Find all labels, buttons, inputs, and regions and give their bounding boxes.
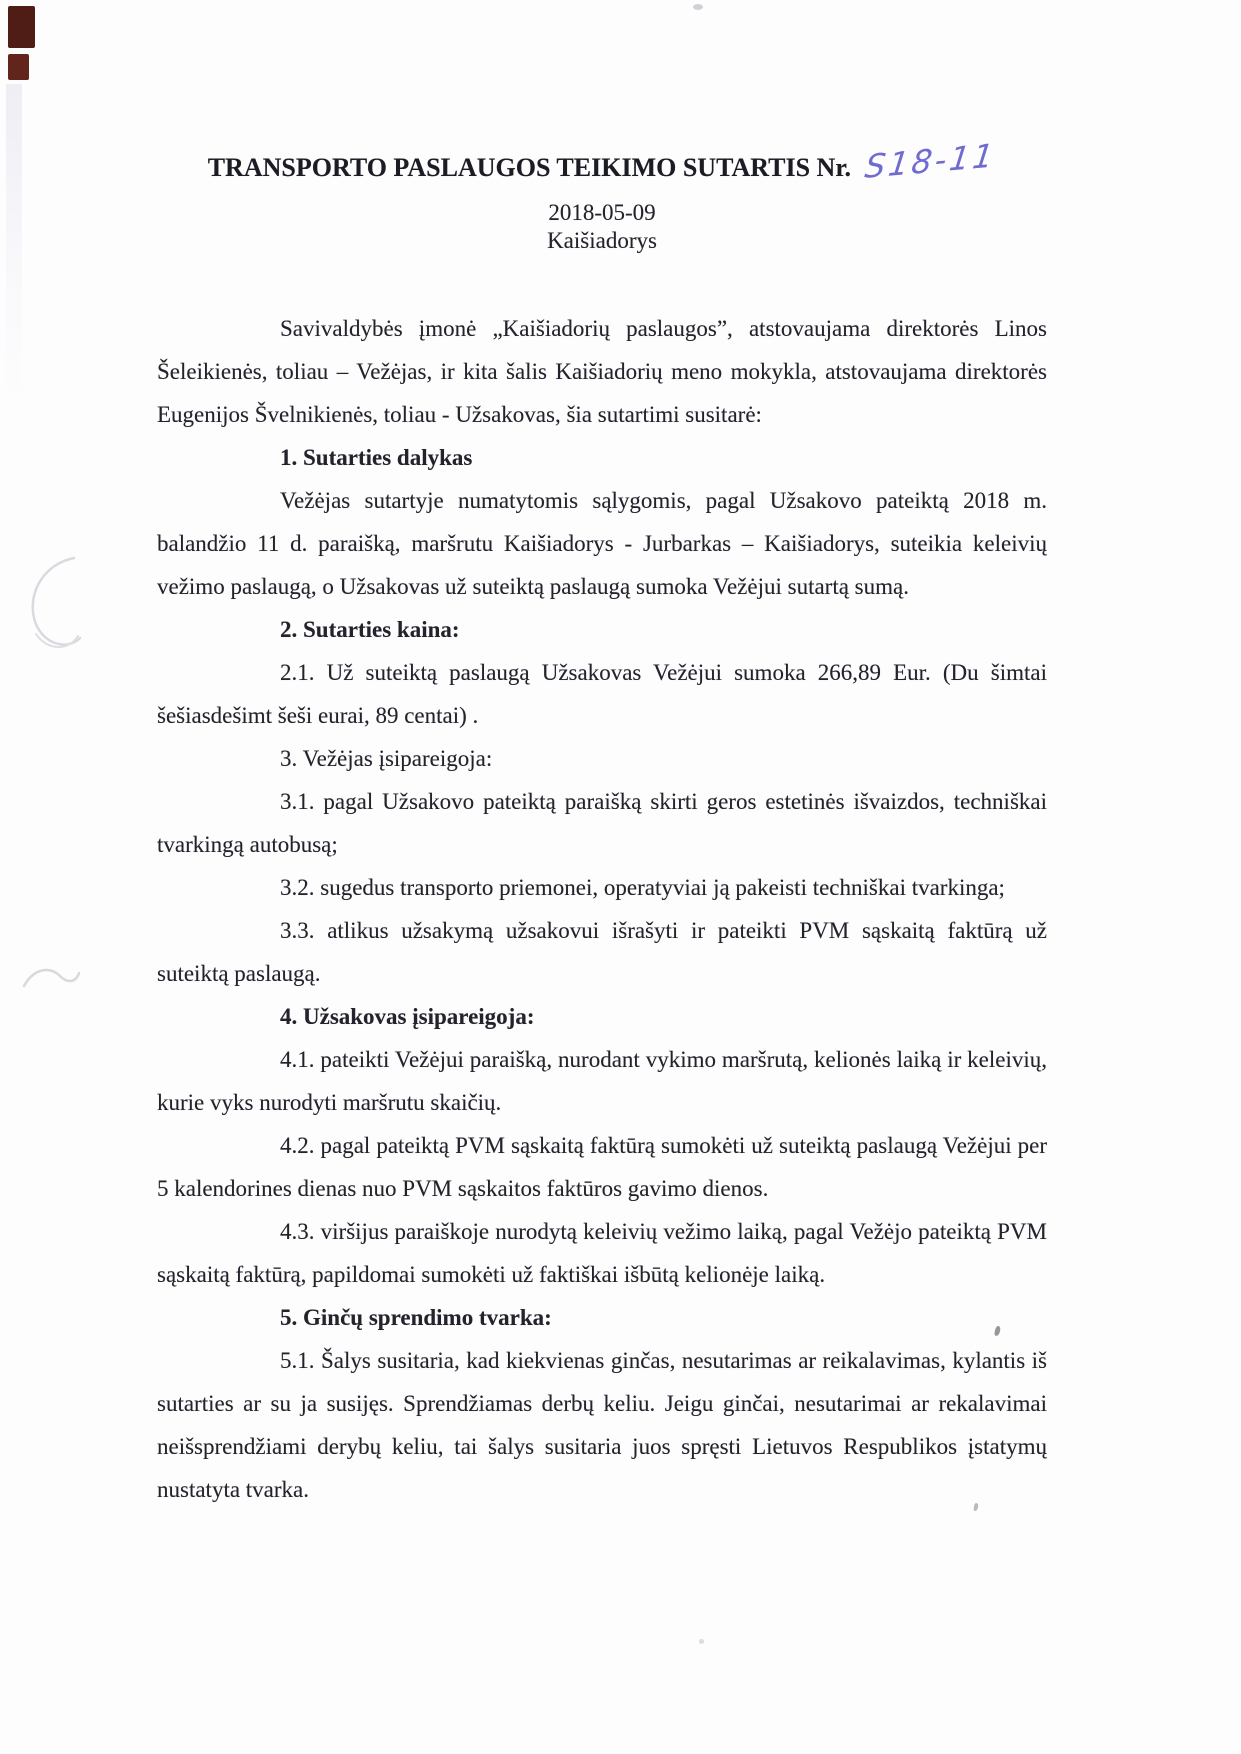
section-2-heading: 2. Sutarties kaina: xyxy=(280,617,460,642)
section-4-paragraph-1: 4.1. pateikti Vežėjui paraišką, nurodant vykimo maršrutą, kelionės laiką ir keleivių, kurie vyks nurodyti maršrutu skaičių. xyxy=(157,1047,1047,1115)
section-5-heading: 5. Ginčų sprendimo tvarka: xyxy=(280,1305,552,1330)
section-3-paragraph-1: 3.1. pagal Užsakovo pateiktą paraišką skirti geros estetinės išvaizdos, techniškai tvarkingą autobusą; xyxy=(157,789,1047,857)
section-1-heading: 1. Sutarties dalykas xyxy=(280,445,473,470)
scan-artifact-edge-smudge xyxy=(6,84,22,404)
intro-paragraph: Savivaldybės įmonė „Kaišiadorių paslaugos”, atstovaujama direktorės Linos Šeleikienės, toliau – Vežėjas, ir kita šalis Kaišiadorių meno mokykla, atstovaujama direktorės Eugenijos Švelnikienės, toliau - Užsakovas, šia sutartimi susitarė: xyxy=(157,316,1047,427)
scan-artifact-pencil-curl xyxy=(22,548,94,660)
contract-title-line xyxy=(157,135,1047,187)
contract-date: 2018-05-09 xyxy=(548,200,656,225)
section-3-paragraph-2: 3.2. sugedus transporto priemonei, operatyviai ją pakeisti techniškai tvarkinga; xyxy=(280,875,1005,900)
scan-artifact-speck xyxy=(699,1639,704,1644)
section-5-paragraph: 5.1. Šalys susitaria, kad kiekvienas ginčas, nesutarimas ar reikalavimas, kylantis iš sutarties ar su ja susijęs. Sprendžiamas derbų keliu. Jeigu ginčai, nesutarimai ar rekalavimai neišsprendžiami derybų keliu, tai šalys susitaria juos spręsti Lietuvos Respublikos įstatymų nustatyta tvarka. xyxy=(157,1348,1047,1502)
section-1-paragraph: Vežėjas sutartyje numatytomis sąlygomis, pagal Užsakovo pateiktą 2018 m. balandžio 11 d. paraišką, maršrutu Kaišiadorys - Jurbarkas – Kaišiadorys, suteikia keleivių vežimo paslaugą, o Užsakovas už suteiktą paslaugą sumoka Vežėjui sutartą sumą. xyxy=(157,488,1047,599)
section-4-paragraph-3: 4.3. viršijus paraiškoje nurodytą keleivių vežimo laiką, pagal Vežėjo pateiktą PVM sąskaitą faktūrą, papildomai sumokėti už faktiškai išbūtą kelionėje laiką. xyxy=(157,1219,1047,1287)
contract-title: TRANSPORTO PASLAUGOS TEIKIMO SUTARTIS Nr. xyxy=(207,153,851,182)
section-3-paragraph-3: 3.3. atlikus užsakymą užsakovui išrašyti ir pateikti PVM sąskaitą faktūrą už suteiktą paslaugą. xyxy=(157,918,1047,986)
contract-number-handwritten: S18-11 xyxy=(862,135,999,187)
scan-artifact-pencil-tilde xyxy=(20,962,84,996)
scan-artifact-corner-mark xyxy=(8,6,35,48)
section-4-paragraph-2: 4.2. pagal pateiktą PVM sąskaitą faktūrą sumokėti už suteiktą paslaugą Vežėjui per 5 kalendorines dienas nuo PVM sąskaitos faktūros gavimo dienos. xyxy=(157,1133,1047,1201)
contract-body xyxy=(157,307,1047,1511)
scan-artifact-corner-mark-small xyxy=(8,54,29,80)
section-2-paragraph: 2.1. Už suteiktą paslaugą Užsakovas Vežėjui sumoka 266,89 Eur. (Du šimtai šešiasdešimt šeši eurai, 89 centai) . xyxy=(157,660,1047,728)
section-4-heading: 4. Užsakovas įsipareigoja: xyxy=(280,1004,535,1029)
section-3-heading: 3. Vežėjas įsipareigoja: xyxy=(280,746,493,771)
contract-city: Kaišiadorys xyxy=(547,228,657,253)
